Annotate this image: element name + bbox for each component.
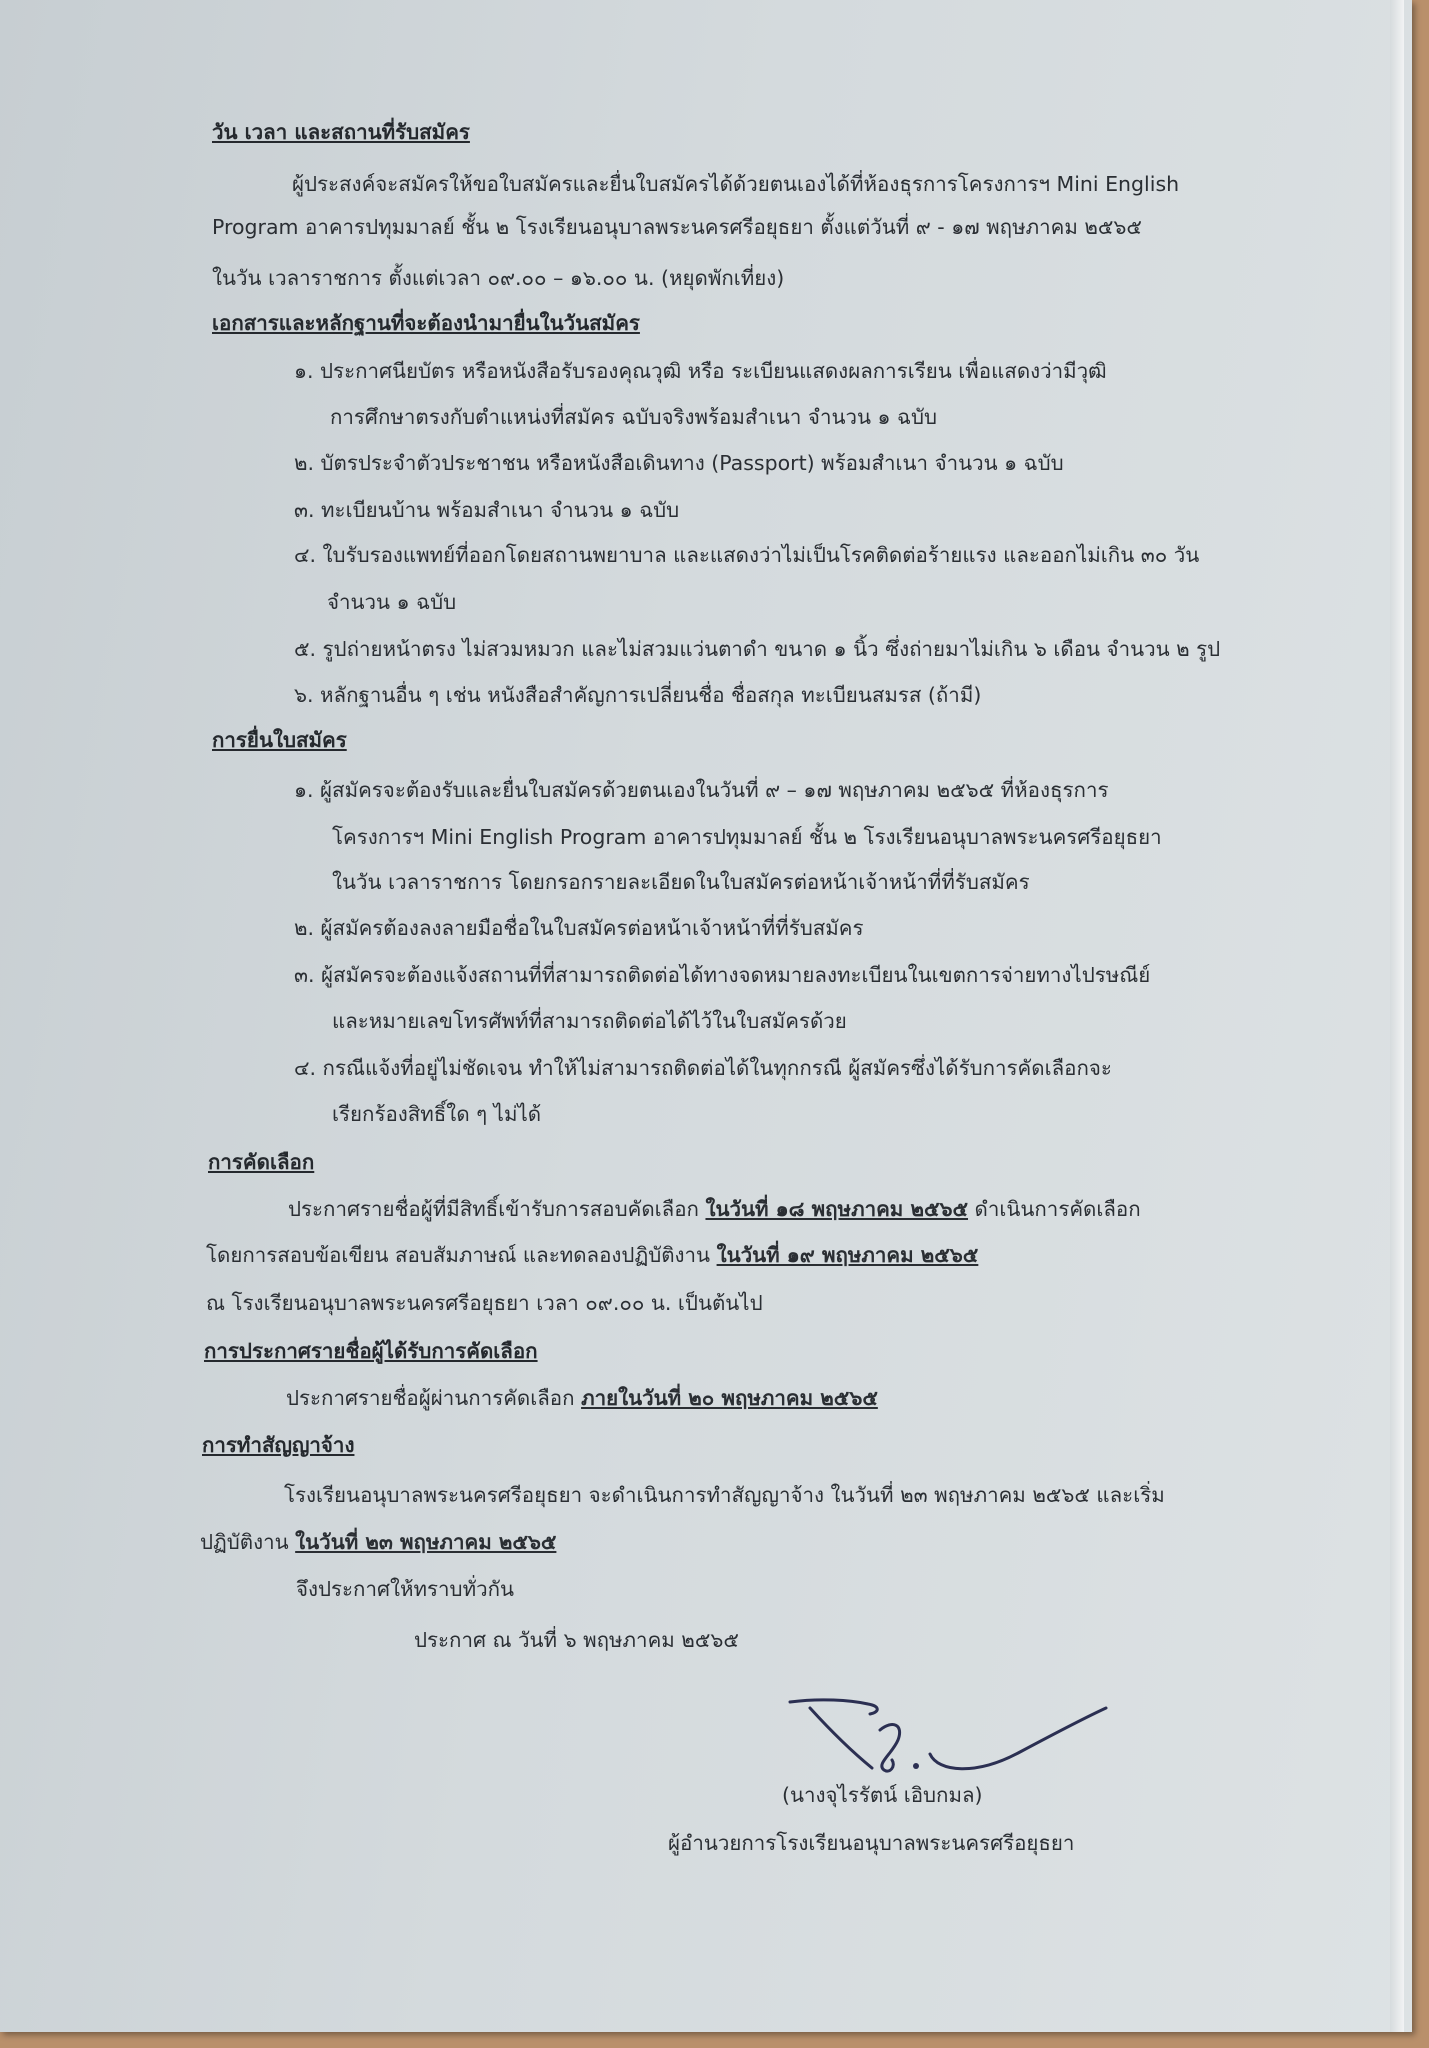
signer-position: ผู้อำนวยการโรงเรียนอนุบาลพระนครศรีอยุธยา — [668, 1831, 1075, 1855]
list-item: ๑. ผู้สมัครจะต้องรับและยื่นใบสมัครด้วยตนเองในวันที่ ๙ – ๑๗ พฤษภาคม ๒๕๖๕ ที่ห้องธุรการ — [294, 778, 1109, 802]
signer-name: (นางจุไรรัตน์ เอิบกมล) — [782, 1783, 983, 1807]
closing-announcement: จึงประกาศให้ทราบทั่วกัน — [296, 1577, 515, 1601]
list-item-continuation: เรียกร้องสิทธิ์ใด ๆ ไม่ได้ — [332, 1102, 542, 1126]
paragraph-line: ประกาศรายชื่อผู้ที่มีสิทธิ์เข้ารับการสอบคัดเลือก ในวันที่ ๑๘ พฤษภาคม ๒๕๖๕ ดำเนินการคัดเลือก — [288, 1197, 1141, 1221]
list-item-continuation: จำนวน ๑ ฉบับ — [327, 590, 457, 614]
paragraph-line: ในวัน เวลาราชการ ตั้งแต่เวลา ๐๙.๐๐ – ๑๖.๐๐ น. (หยุดพักเที่ยง) — [212, 266, 785, 290]
announcement-date: ประกาศ ณ วันที่ ๖ พฤษภาคม ๒๕๖๕ — [414, 1628, 739, 1652]
list-item: ๔. กรณีแจ้งที่อยู่ไม่ชัดเจน ทำให้ไม่สามารถติดต่อได้ในทุกกรณี ผู้สมัครซึ่งได้รับการคัดเลือกจะ — [294, 1056, 1112, 1080]
list-item: ๔. ใบรับรองแพทย์ที่ออกโดยสถานพยาบาล และแสดงว่าไม่เป็นโรคติดต่อร้ายแรง และออกไม่เกิน ๓๐ วัน — [294, 543, 1200, 567]
section-heading-selection: การคัดเลือก — [208, 1150, 315, 1174]
list-item: ๖. หลักฐานอื่น ๆ เช่น หนังสือสำคัญการเปลี่ยนชื่อ ชื่อสกุล ทะเบียนสมรส (ถ้ามี) — [294, 683, 982, 707]
paragraph-line: ประกาศรายชื่อผู้ผ่านการคัดเลือก ภายในวันที่ ๒๐ พฤษภาคม ๒๕๖๕ — [286, 1386, 878, 1410]
list-item-continuation: และหมายเลขโทรศัพท์ที่สามารถติดต่อได้ไว้ในใบสมัครด้วย — [332, 1009, 847, 1033]
list-item: ๓. ทะเบียนบ้าน พร้อมสำเนา จำนวน ๑ ฉบับ — [294, 498, 680, 522]
results-date: ภายในวันที่ ๒๐ พฤษภาคม ๒๕๖๕ — [581, 1386, 878, 1410]
list-item: ๒. บัตรประจำตัวประชาชน หรือหนังสือเดินทาง (Passport) พร้อมสำเนา จำนวน ๑ ฉบับ — [294, 451, 1064, 475]
paper-edge — [1390, 0, 1404, 2032]
paragraph-line: Program อาคารปทุมมาลย์ ชั้น ๒ โรงเรียนอนุบาลพระนครศรีอยุธยา ตั้งแต่วันที่ ๙ - ๑๗ พฤษภาคม ๒๕๖๕ — [212, 215, 1142, 239]
paragraph-line: โดยการสอบข้อเขียน สอบสัมภาษณ์ และทดลองปฏิบัติงาน ในวันที่ ๑๙ พฤษภาคม ๒๕๖๕ — [206, 1243, 979, 1267]
section-heading-contract: การทำสัญญาจ้าง — [202, 1433, 355, 1457]
section-heading-submission: การยื่นใบสมัคร — [212, 728, 347, 752]
list-item: ๒. ผู้สมัครต้องลงลายมือชื่อในใบสมัครต่อหน้าเจ้าหน้าที่ที่รับสมัคร — [294, 916, 864, 940]
paragraph-line: ณ โรงเรียนอนุบาลพระนครศรีอยุธยา เวลา ๐๙.๐๐ น. เป็นต้นไป — [206, 1291, 763, 1315]
section-heading-application-time: วัน เวลา และสถานที่รับสมัคร — [212, 120, 470, 144]
section-heading-results: การประกาศรายชื่อผู้ได้รับการคัดเลือก — [204, 1339, 538, 1363]
section-heading-documents: เอกสารและหลักฐานที่จะต้องนำมายื่นในวันสมัคร — [212, 311, 640, 335]
list-item-continuation: โครงการฯ Mini English Program อาคารปทุมมาลย์ ชั้น ๒ โรงเรียนอนุบาลพระนครศรีอยุธยา — [332, 825, 1162, 849]
list-item-continuation: ในวัน เวลาราชการ โดยกรอกรายละเอียดในใบสมัครต่อหน้าเจ้าหน้าที่ที่รับสมัคร — [332, 870, 1030, 894]
list-item: ๑. ประกาศนียบัตร หรือหนังสือรับรองคุณวุฒิ หรือ ระเบียนแสดงผลการเรียน เพื่อแสดงว่ามีวุฒิ — [294, 359, 1107, 383]
list-item: ๓. ผู้สมัครจะต้องแจ้งสถานที่ที่สามารถติดต่อได้ทางจดหมายลงทะเบียนในเขตการจ่ายทางไปรษณีย์ — [294, 963, 1151, 987]
selection-exam-date: ในวันที่ ๑๙ พฤษภาคม ๒๕๖๕ — [716, 1243, 979, 1267]
list-item-continuation: การศึกษาตรงกับตำแหน่งที่สมัคร ฉบับจริงพร้อมสำเนา จำนวน ๑ ฉบับ — [330, 405, 938, 429]
paragraph-line: ปฏิบัติงาน ในวันที่ ๒๓ พฤษภาคม ๒๕๖๕ — [200, 1530, 557, 1554]
contract-start-date: ในวันที่ ๒๓ พฤษภาคม ๒๕๖๕ — [295, 1530, 557, 1554]
paragraph-line: ผู้ประสงค์จะสมัครให้ขอใบสมัครและยื่นใบสมัครได้ด้วยตนเองได้ที่ห้องธุรการโครงการฯ Mini English — [292, 172, 1180, 196]
list-item: ๕. รูปถ่ายหน้าตรง ไม่สวมหมวก และไม่สวมแว่นตาดำ ขนาด ๑ นิ้ว ซึ่งถ่ายมาไม่เกิน ๖ เดือน จำนวน ๒ รูป — [294, 637, 1221, 661]
selection-announce-date: ในวันที่ ๑๘ พฤษภาคม ๒๕๖๕ — [705, 1197, 969, 1221]
paragraph-line: โรงเรียนอนุบาลพระนครศรีอยุธยา จะดำเนินการทำสัญญาจ้าง ในวันที่ ๒๓ พฤษภาคม ๒๕๖๕ และเริ่ม — [284, 1483, 1165, 1507]
signature — [780, 1690, 1110, 1790]
